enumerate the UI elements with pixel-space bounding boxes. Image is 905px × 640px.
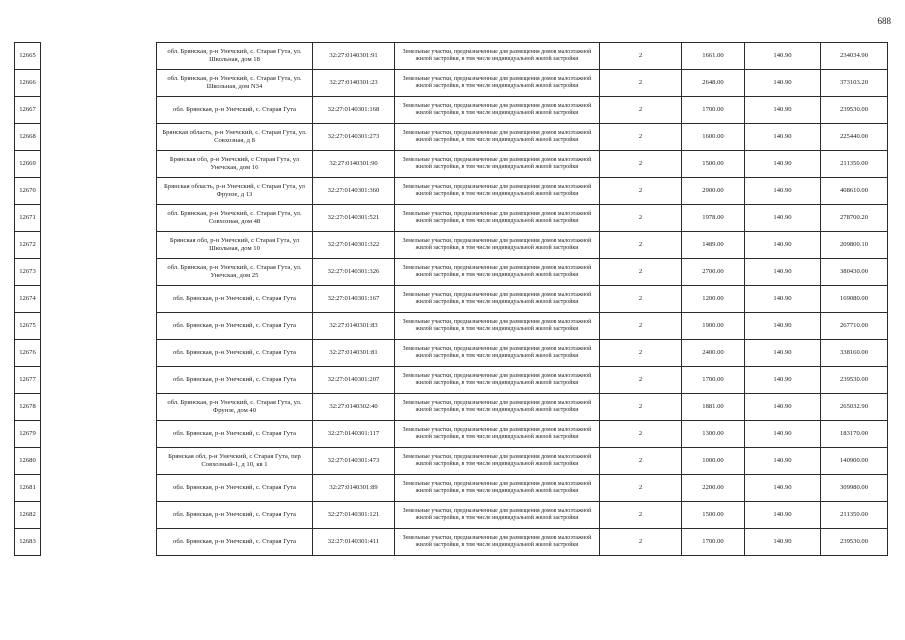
table-row bbox=[15, 70, 888, 97]
cell-record-number: 12671 bbox=[15, 205, 41, 232]
cell-specific-value: 140.90 bbox=[745, 205, 821, 232]
cell-permitted-use: Земельные участки, предназначенные для размещения домов малоэтажной жилой застройки, в том числе индивидуальной жилой застройки bbox=[395, 448, 600, 475]
cell-spacer bbox=[41, 394, 157, 421]
cell-cadastral-number: 32:27:0140301:326 bbox=[313, 259, 395, 286]
cell-permitted-use: Земельные участки, предназначенные для размещения домов малоэтажной жилой застройки, в том числе индивидуальной жилой застройки bbox=[395, 286, 600, 313]
cell-spacer bbox=[41, 151, 157, 178]
cell-address: обл. Брянская, р-н Унечский, с. Старая Гута bbox=[157, 529, 313, 556]
cell-cadastral-number: 32:27:0140301:167 bbox=[313, 286, 395, 313]
cell-spacer bbox=[41, 502, 157, 529]
cell-permitted-use: Земельные участки, предназначенные для размещения домов малоэтажной жилой застройки, в том числе индивидуальной жилой застройки bbox=[395, 502, 600, 529]
cell-permitted-use: Земельные участки, предназначенные для размещения домов малоэтажной жилой застройки, в том числе индивидуальной жилой застройки bbox=[395, 124, 600, 151]
cell-specific-value: 140.90 bbox=[745, 529, 821, 556]
cell-address: обл. Брянская, р-н Унечский, с. Старая Гута bbox=[157, 313, 313, 340]
cell-cadastral-number: 32:27:0140301:23 bbox=[313, 70, 395, 97]
cell-cadastral-value: 209800.10 bbox=[821, 232, 888, 259]
cell-permitted-use: Земельные участки, предназначенные для размещения домов малоэтажной жилой застройки, в том числе индивидуальной жилой застройки bbox=[395, 421, 600, 448]
cell-area: 2648.00 bbox=[682, 70, 745, 97]
cell-record-number: 12672 bbox=[15, 232, 41, 259]
cell-group: 2 bbox=[600, 529, 682, 556]
cell-cadastral-number: 32:27:0140301:121 bbox=[313, 502, 395, 529]
cell-cadastral-number: 32:27:0140301:91 bbox=[313, 43, 395, 70]
cell-specific-value: 140.90 bbox=[745, 394, 821, 421]
cell-cadastral-number: 32:27:0140301:117 bbox=[313, 421, 395, 448]
table-row bbox=[15, 529, 888, 556]
cell-record-number: 12681 bbox=[15, 475, 41, 502]
cell-cadastral-value: 278700.20 bbox=[821, 205, 888, 232]
cell-record-number: 12679 bbox=[15, 421, 41, 448]
cell-address: Брянская область, р-н Унечский, с Старая Гута, ул Фрунзе, д 13 bbox=[157, 178, 313, 205]
cell-address: обл. Брянская, р-н Унечский, с. Старая Гута bbox=[157, 340, 313, 367]
cell-record-number: 12678 bbox=[15, 394, 41, 421]
cell-permitted-use: Земельные участки, предназначенные для размещения домов малоэтажной жилой застройки, в том числе индивидуальной жилой застройки bbox=[395, 340, 600, 367]
cell-specific-value: 140.90 bbox=[745, 43, 821, 70]
cell-address: обл. Брянская, р-н Унечский, с. Старая Гута, ул. Фрунзе, дом 40 bbox=[157, 394, 313, 421]
cell-record-number: 12668 bbox=[15, 124, 41, 151]
cell-record-number: 12675 bbox=[15, 313, 41, 340]
cell-area: 1881.00 bbox=[682, 394, 745, 421]
cell-cadastral-number: 32:27:0140301:521 bbox=[313, 205, 395, 232]
cell-spacer bbox=[41, 286, 157, 313]
cell-spacer bbox=[41, 421, 157, 448]
cell-cadastral-value: 239530.00 bbox=[821, 97, 888, 124]
cell-cadastral-number: 32:27:0140301:90 bbox=[313, 151, 395, 178]
cell-cadastral-number: 32:27:0140301:168 bbox=[313, 97, 395, 124]
cell-group: 2 bbox=[600, 70, 682, 97]
table-row bbox=[15, 313, 888, 340]
cell-cadastral-number: 32:27:0140301:81 bbox=[313, 340, 395, 367]
cell-cadastral-value: 225440.00 bbox=[821, 124, 888, 151]
cell-specific-value: 140.90 bbox=[745, 124, 821, 151]
cell-cadastral-value: 309980.00 bbox=[821, 475, 888, 502]
table-row bbox=[15, 124, 888, 151]
cell-cadastral-value: 140900.00 bbox=[821, 448, 888, 475]
cell-permitted-use: Земельные участки, предназначенные для размещения домов малоэтажной жилой застройки, в том числе индивидуальной жилой застройки bbox=[395, 367, 600, 394]
cell-spacer bbox=[41, 70, 157, 97]
cell-area: 1500.00 bbox=[682, 502, 745, 529]
cell-area: 1661.00 bbox=[682, 43, 745, 70]
cell-area: 2900.00 bbox=[682, 178, 745, 205]
cadastral-value-table bbox=[14, 42, 888, 556]
cell-cadastral-number: 32:27:0140301:322 bbox=[313, 232, 395, 259]
cell-area: 1200.00 bbox=[682, 286, 745, 313]
cell-record-number: 12669 bbox=[15, 151, 41, 178]
cell-cadastral-number: 32:27:0140302:40 bbox=[313, 394, 395, 421]
cell-cadastral-value: 211350.00 bbox=[821, 151, 888, 178]
table-row bbox=[15, 259, 888, 286]
table-row bbox=[15, 286, 888, 313]
cell-spacer bbox=[41, 340, 157, 367]
cell-address: Брянская область, р-н Унечский, с. Старая Гута, ул. Совхозная, д 8 bbox=[157, 124, 313, 151]
cell-cadastral-value: 183170.00 bbox=[821, 421, 888, 448]
cell-group: 2 bbox=[600, 97, 682, 124]
cell-permitted-use: Земельные участки, предназначенные для размещения домов малоэтажной жилой застройки, в том числе индивидуальной жилой застройки bbox=[395, 43, 600, 70]
cell-address: обл. Брянская, р-н Унечский, с. Старая Гута, ул. Школьная, дом N34 bbox=[157, 70, 313, 97]
cell-group: 2 bbox=[600, 475, 682, 502]
cell-group: 2 bbox=[600, 394, 682, 421]
cell-group: 2 bbox=[600, 286, 682, 313]
cell-address: Брянская обл, р-н Унечский, с Старая Гута, пер Совхозный-1, д 10, кв 1 bbox=[157, 448, 313, 475]
cell-specific-value: 140.90 bbox=[745, 97, 821, 124]
table-row bbox=[15, 205, 888, 232]
cell-specific-value: 140.90 bbox=[745, 286, 821, 313]
cell-specific-value: 140.90 bbox=[745, 178, 821, 205]
cell-cadastral-value: 380430.00 bbox=[821, 259, 888, 286]
cell-group: 2 bbox=[600, 313, 682, 340]
table-row bbox=[15, 97, 888, 124]
cell-address: обл. Брянская, р-н Унечский, с. Старая Гута bbox=[157, 367, 313, 394]
cell-record-number: 12682 bbox=[15, 502, 41, 529]
cell-permitted-use: Земельные участки, предназначенные для размещения домов малоэтажной жилой застройки, в том числе индивидуальной жилой застройки bbox=[395, 151, 600, 178]
cell-cadastral-number: 32:27:0140301:473 bbox=[313, 448, 395, 475]
cell-spacer bbox=[41, 529, 157, 556]
cell-spacer bbox=[41, 178, 157, 205]
cell-area: 2200.00 bbox=[682, 475, 745, 502]
cell-permitted-use: Земельные участки, предназначенные для размещения домов малоэтажной жилой застройки, в том числе индивидуальной жилой застройки bbox=[395, 313, 600, 340]
cell-record-number: 12683 bbox=[15, 529, 41, 556]
cell-permitted-use: Земельные участки, предназначенные для размещения домов малоэтажной жилой застройки, в том числе индивидуальной жилой застройки bbox=[395, 475, 600, 502]
table-row bbox=[15, 502, 888, 529]
cell-spacer bbox=[41, 313, 157, 340]
cell-cadastral-value: 239530.00 bbox=[821, 367, 888, 394]
cell-area: 2700.00 bbox=[682, 259, 745, 286]
cell-specific-value: 140.90 bbox=[745, 421, 821, 448]
cell-area: 1900.00 bbox=[682, 313, 745, 340]
cell-area: 1700.00 bbox=[682, 529, 745, 556]
cell-permitted-use: Земельные участки, предназначенные для размещения домов малоэтажной жилой застройки, в том числе индивидуальной жилой застройки bbox=[395, 205, 600, 232]
cell-spacer bbox=[41, 448, 157, 475]
cell-group: 2 bbox=[600, 448, 682, 475]
cell-specific-value: 140.90 bbox=[745, 70, 821, 97]
cell-permitted-use: Земельные участки, предназначенные для размещения домов малоэтажной жилой застройки, в том числе индивидуальной жилой застройки bbox=[395, 70, 600, 97]
cell-permitted-use: Земельные участки, предназначенные для размещения домов малоэтажной жилой застройки, в том числе индивидуальной жилой застройки bbox=[395, 232, 600, 259]
cell-spacer bbox=[41, 367, 157, 394]
cell-area: 1489.00 bbox=[682, 232, 745, 259]
cell-address: обл. Брянская, р-н Унечский, с. Старая Гута, ул. Школьная, дом 18 bbox=[157, 43, 313, 70]
cell-spacer bbox=[41, 259, 157, 286]
cell-group: 2 bbox=[600, 421, 682, 448]
cell-cadastral-number: 32:27:0140301:273 bbox=[313, 124, 395, 151]
cell-cadastral-value: 267710.00 bbox=[821, 313, 888, 340]
cell-area: 1300.00 bbox=[682, 421, 745, 448]
cell-group: 2 bbox=[600, 43, 682, 70]
cell-permitted-use: Земельные участки, предназначенные для размещения домов малоэтажной жилой застройки, в том числе индивидуальной жилой застройки bbox=[395, 97, 600, 124]
cell-group: 2 bbox=[600, 151, 682, 178]
table-row bbox=[15, 232, 888, 259]
table-row bbox=[15, 367, 888, 394]
cell-record-number: 12680 bbox=[15, 448, 41, 475]
cell-specific-value: 140.90 bbox=[745, 367, 821, 394]
cell-group: 2 bbox=[600, 232, 682, 259]
cell-address: обл. Брянская, р-н Унечский, с. Старая Гута bbox=[157, 475, 313, 502]
table-row bbox=[15, 43, 888, 70]
cell-group: 2 bbox=[600, 259, 682, 286]
cell-cadastral-value: 239530.00 bbox=[821, 529, 888, 556]
cell-cadastral-number: 32:27:0140301:83 bbox=[313, 313, 395, 340]
cell-record-number: 12666 bbox=[15, 70, 41, 97]
table-row bbox=[15, 340, 888, 367]
cell-address: обл. Брянская, р-н Унечский, с. Старая Гута, ул. Унечская, дом 25 bbox=[157, 259, 313, 286]
table-row bbox=[15, 151, 888, 178]
cell-cadastral-value: 373103.20 bbox=[821, 70, 888, 97]
cell-cadastral-value: 211350.00 bbox=[821, 502, 888, 529]
cell-group: 2 bbox=[600, 340, 682, 367]
cell-specific-value: 140.90 bbox=[745, 475, 821, 502]
cell-record-number: 12673 bbox=[15, 259, 41, 286]
cell-spacer bbox=[41, 97, 157, 124]
cell-area: 1700.00 bbox=[682, 367, 745, 394]
cell-group: 2 bbox=[600, 367, 682, 394]
cell-cadastral-number: 32:27:0140301:89 bbox=[313, 475, 395, 502]
cell-cadastral-value: 265032.90 bbox=[821, 394, 888, 421]
cell-record-number: 12674 bbox=[15, 286, 41, 313]
cell-specific-value: 140.90 bbox=[745, 448, 821, 475]
cell-area: 1978.00 bbox=[682, 205, 745, 232]
table-body bbox=[15, 43, 888, 556]
cell-spacer bbox=[41, 205, 157, 232]
cell-address: обл. Брянская, р-н Унечский, с. Старая Гута bbox=[157, 421, 313, 448]
cell-address: обл. Брянская, р-н Унечский, с. Старая Гута bbox=[157, 286, 313, 313]
cell-address: обл. Брянская, р-н Унечский, с. Старая Гута, ул. Совхозная, дом 48 bbox=[157, 205, 313, 232]
cell-specific-value: 140.90 bbox=[745, 232, 821, 259]
table-row bbox=[15, 475, 888, 502]
table-row bbox=[15, 421, 888, 448]
cell-spacer bbox=[41, 232, 157, 259]
cell-specific-value: 140.90 bbox=[745, 259, 821, 286]
cell-group: 2 bbox=[600, 124, 682, 151]
cell-record-number: 12677 bbox=[15, 367, 41, 394]
cell-spacer bbox=[41, 124, 157, 151]
table-row bbox=[15, 394, 888, 421]
cell-area: 1500.00 bbox=[682, 151, 745, 178]
table-row bbox=[15, 448, 888, 475]
cell-record-number: 12676 bbox=[15, 340, 41, 367]
cell-cadastral-number: 32:27:0140301:360 bbox=[313, 178, 395, 205]
cell-record-number: 12670 bbox=[15, 178, 41, 205]
cell-area: 1600.00 bbox=[682, 124, 745, 151]
cell-record-number: 12665 bbox=[15, 43, 41, 70]
cell-area: 1000.00 bbox=[682, 448, 745, 475]
cell-specific-value: 140.90 bbox=[745, 151, 821, 178]
cell-area: 1700.00 bbox=[682, 97, 745, 124]
cell-address: Брянская обл, р-н Унечский, с Старая Гута, ул Школьная, дом 10 bbox=[157, 232, 313, 259]
cell-record-number: 12667 bbox=[15, 97, 41, 124]
cell-area: 2400.00 bbox=[682, 340, 745, 367]
cell-spacer bbox=[41, 43, 157, 70]
cell-cadastral-value: 408610.00 bbox=[821, 178, 888, 205]
cell-address: обл. Брянская, р-н Унечский, с. Старая Гута bbox=[157, 97, 313, 124]
cell-cadastral-value: 169080.00 bbox=[821, 286, 888, 313]
cell-cadastral-number: 32:27:0140301:411 bbox=[313, 529, 395, 556]
cell-cadastral-number: 32:27:0140301:207 bbox=[313, 367, 395, 394]
cell-permitted-use: Земельные участки, предназначенные для размещения домов малоэтажной жилой застройки, в том числе индивидуальной жилой застройки bbox=[395, 259, 600, 286]
cell-permitted-use: Земельные участки, предназначенные для размещения домов малоэтажной жилой застройки, в том числе индивидуальной жилой застройки bbox=[395, 178, 600, 205]
cell-group: 2 bbox=[600, 178, 682, 205]
page-number: 688 bbox=[877, 16, 891, 26]
table-row bbox=[15, 178, 888, 205]
cell-address: обл. Брянская, р-н Унечский, с. Старая Гута bbox=[157, 502, 313, 529]
cell-specific-value: 140.90 bbox=[745, 340, 821, 367]
cell-address: Брянская обл, р-н Унечский, с Старая Гута, ул Унечская, дом 16 bbox=[157, 151, 313, 178]
cell-group: 2 bbox=[600, 205, 682, 232]
cell-specific-value: 140.90 bbox=[745, 502, 821, 529]
cell-cadastral-value: 234034.90 bbox=[821, 43, 888, 70]
cell-permitted-use: Земельные участки, предназначенные для размещения домов малоэтажной жилой застройки, в том числе индивидуальной жилой застройки bbox=[395, 394, 600, 421]
cell-cadastral-value: 338160.00 bbox=[821, 340, 888, 367]
cell-specific-value: 140.90 bbox=[745, 313, 821, 340]
cell-group: 2 bbox=[600, 502, 682, 529]
cell-spacer bbox=[41, 475, 157, 502]
cell-permitted-use: Земельные участки, предназначенные для размещения домов малоэтажной жилой застройки, в том числе индивидуальной жилой застройки bbox=[395, 529, 600, 556]
